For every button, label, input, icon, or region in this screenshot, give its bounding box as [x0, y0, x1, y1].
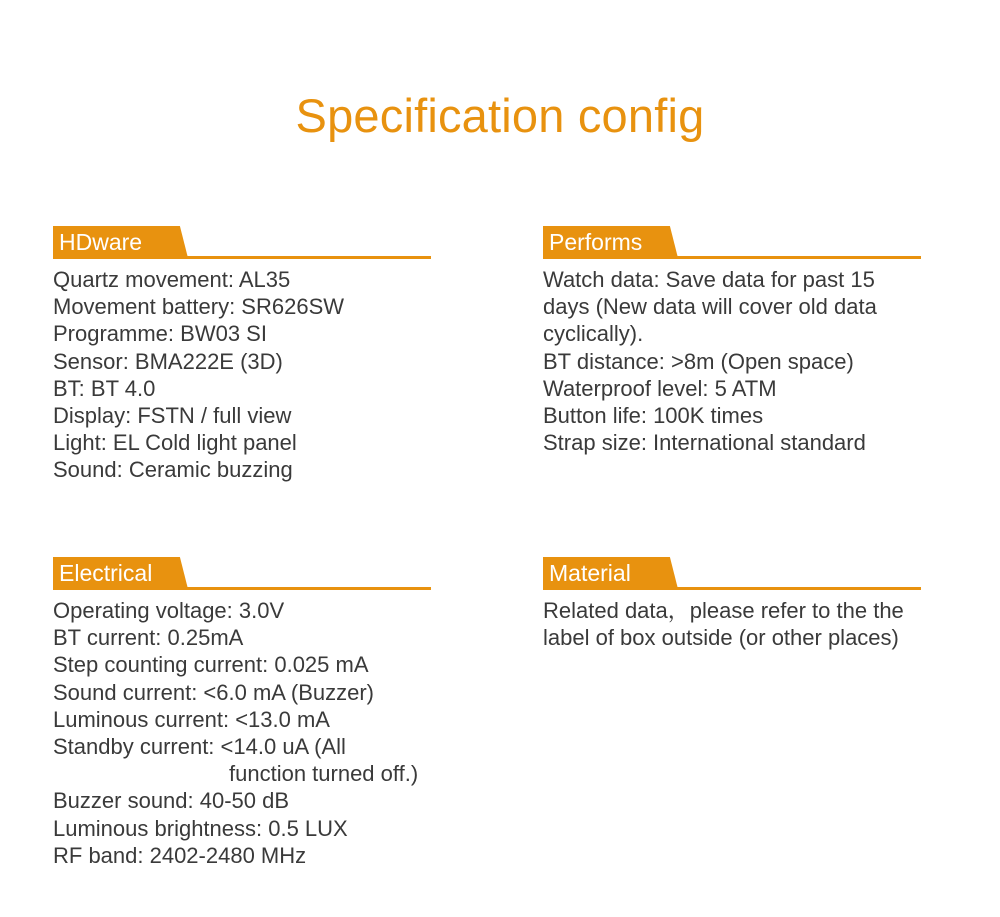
electrical-spec-list [53, 597, 431, 869]
hdware-header-label: HDware [59, 229, 143, 255]
spec-line: Movement battery: SR626SW [53, 294, 345, 320]
spec-line: Display: FSTN / full view [53, 403, 292, 429]
spec-line: Related data，please refer to the the [543, 598, 904, 623]
spec-line: Luminous current: <13.0 mA [53, 706, 330, 732]
spec-line: Sound: Ceramic buzzing [53, 457, 293, 483]
spec-line: Standby current: <14.0 uA (All [53, 734, 346, 760]
material-section-header [543, 557, 921, 591]
spec-line: Luminous brightness: 0.5 LUX [53, 815, 348, 841]
spec-line: BT current: 0.25mA [53, 625, 244, 651]
material-header-rule [543, 587, 921, 590]
spec-line: Strap size: International standard [543, 430, 866, 456]
spec-line: Quartz movement: AL35 [53, 267, 291, 292]
spec-line: BT distance: >8m (Open space) [543, 348, 854, 374]
performs-header-label: Performs [549, 229, 643, 255]
material-header-label: Material [549, 560, 631, 586]
spec-line: Buzzer sound: 40-50 dB [53, 788, 290, 814]
spec-line: RF band: 2402-2480 MHz [53, 842, 307, 868]
electrical-header-label: Electrical [59, 560, 153, 586]
hdware-section-header [53, 226, 431, 260]
spec-line-continuation: function turned off.) [229, 761, 419, 787]
spec-line: Watch data: Save data for past 15 [543, 267, 875, 292]
material-spec-list [543, 597, 921, 651]
spec-line: BT: BT 4.0 [53, 375, 156, 401]
spec-line: days (New data will cover old data [543, 294, 877, 320]
page-title: Specification config [295, 89, 705, 142]
hdware-section [53, 226, 431, 484]
hdware-header-rule [53, 256, 431, 259]
spec-line: Sensor: BMA222E (3D) [53, 348, 283, 374]
material-section [543, 557, 921, 651]
electrical-section [53, 557, 431, 869]
hdware-spec-list [53, 266, 431, 484]
spec-line: cyclically). [543, 321, 644, 347]
performs-section-header [543, 226, 921, 260]
performs-section [543, 226, 921, 456]
spec-line: Operating voltage: 3.0V [53, 598, 285, 623]
electrical-header-rule [53, 587, 431, 590]
spec-line: label of box outside (or other places) [543, 625, 899, 651]
spec-line: Programme: BW03 SI [53, 321, 267, 347]
spec-line: Waterproof level: 5 ATM [543, 375, 777, 401]
performs-header-rule [543, 256, 921, 259]
spec-line: Step counting current: 0.025 mA [53, 652, 369, 678]
electrical-section-header [53, 557, 431, 591]
spec-line: Sound current: <6.0 mA (Buzzer) [53, 679, 374, 705]
spec-line: Light: EL Cold light panel [53, 430, 297, 456]
performs-spec-list [543, 266, 921, 456]
spec-line: Button life: 100K times [543, 403, 764, 429]
